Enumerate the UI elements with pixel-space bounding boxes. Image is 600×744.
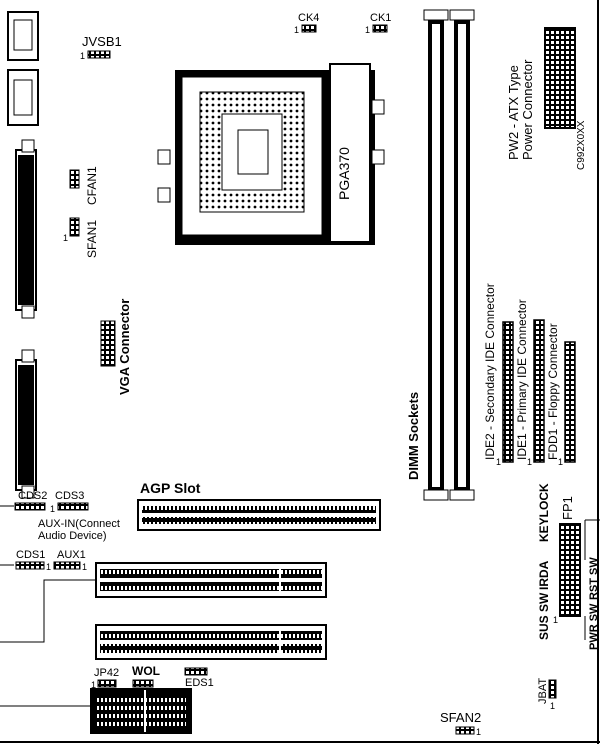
pci-slot-2	[96, 625, 326, 659]
header-wol	[133, 680, 153, 687]
ide2-connector	[503, 322, 513, 462]
ck4-label: CK4	[298, 12, 320, 24]
pci-slot-1	[96, 563, 326, 597]
sfan1-label: SFAN1	[85, 219, 99, 258]
pw2-label-line1: PW2 - ATX Type	[506, 65, 521, 160]
dimm-sockets	[424, 10, 474, 500]
jbat-label: JBAT	[537, 677, 549, 704]
header-jp42	[98, 680, 116, 687]
vga-connector-label: VGA Connector	[117, 298, 132, 395]
jp42-label: JP42	[94, 667, 120, 679]
header-ck4	[302, 25, 316, 32]
jvsb1-label: JVSB1	[82, 34, 122, 49]
jbat-pin1-label: 1	[550, 701, 556, 711]
rst-sw-label: RST SW	[588, 557, 600, 600]
header-vga	[101, 321, 115, 366]
header-aux1	[54, 562, 80, 569]
ide2-label: IDE2 - Secondary IDE Connector	[483, 283, 497, 460]
back-panel-ports	[8, 12, 38, 498]
irda-label: IRDA	[537, 560, 551, 590]
header-sfan1	[70, 218, 79, 236]
aux-in-label-line2: Audio Device)	[38, 530, 107, 542]
dimm-sockets-label: DIMM Sockets	[406, 391, 421, 480]
sus-sw-label: SUS SW	[537, 592, 551, 640]
cds3-label: CDS3	[55, 490, 85, 502]
cds1-label: CDS1	[16, 549, 46, 561]
jp42-pin1-label: 1	[91, 680, 97, 690]
ide1-connector	[534, 320, 544, 462]
fp1-pin1-label: 1	[553, 615, 559, 625]
keylock-label: KEYLOCK	[537, 483, 551, 542]
cds3-pin1-label: 1	[50, 504, 56, 514]
agp-slot	[138, 500, 380, 530]
jvsb1-pin1-label: 1	[80, 51, 86, 61]
eds1-label: EDS1	[185, 677, 214, 689]
aux-in-label-line1: AUX-IN(Connect	[38, 518, 120, 530]
ck1-label: CK1	[370, 12, 392, 24]
fdd1-pin1-label: 1	[558, 457, 564, 467]
agp-slot-label: AGP Slot	[140, 480, 201, 496]
ide1-pin1-label: 1	[527, 457, 533, 467]
wol-label: WOL	[132, 664, 160, 678]
header-jvsb1	[88, 51, 110, 58]
ide2-pin1-label: 1	[496, 457, 502, 467]
ck1-pin1-label: 1	[365, 25, 371, 35]
pw2-label-line2: Power Connector	[520, 59, 535, 160]
fp1-label: FP1	[560, 496, 575, 520]
header-sfan2	[456, 727, 474, 734]
aux1-pin1-label: 1	[82, 562, 88, 572]
isa-slot	[90, 688, 192, 734]
ide1-label: IDE1 - Primary IDE Connector	[515, 299, 529, 460]
fdd1-label: FDD1 - Floppy Connector	[546, 323, 560, 460]
cfan1-label: CFAN1	[85, 166, 99, 205]
atx-power-connector	[545, 28, 575, 128]
cds1-pin1-label: 1	[46, 562, 52, 572]
header-cds1	[16, 562, 44, 569]
header-eds1	[185, 668, 207, 675]
c992-label: C992X0XX	[576, 120, 587, 170]
header-jbat	[549, 680, 556, 698]
cds2-label: CDS2	[18, 490, 48, 502]
header-cfan1	[70, 170, 79, 188]
aux1-label: AUX1	[57, 549, 86, 561]
fdd1-connector	[565, 342, 575, 462]
header-ck1	[373, 25, 387, 32]
sfan1-pin1-label: 1	[63, 233, 69, 243]
pga370-label: PGA370	[336, 147, 352, 200]
pwr-sw-label: PWR SW	[588, 603, 600, 650]
header-cds2	[15, 503, 45, 510]
sfan2-pin1-label: 1	[476, 727, 482, 737]
sfan2-label: SFAN2	[440, 710, 482, 725]
ck4-pin1-label: 1	[294, 25, 300, 35]
header-cds3	[58, 503, 88, 510]
